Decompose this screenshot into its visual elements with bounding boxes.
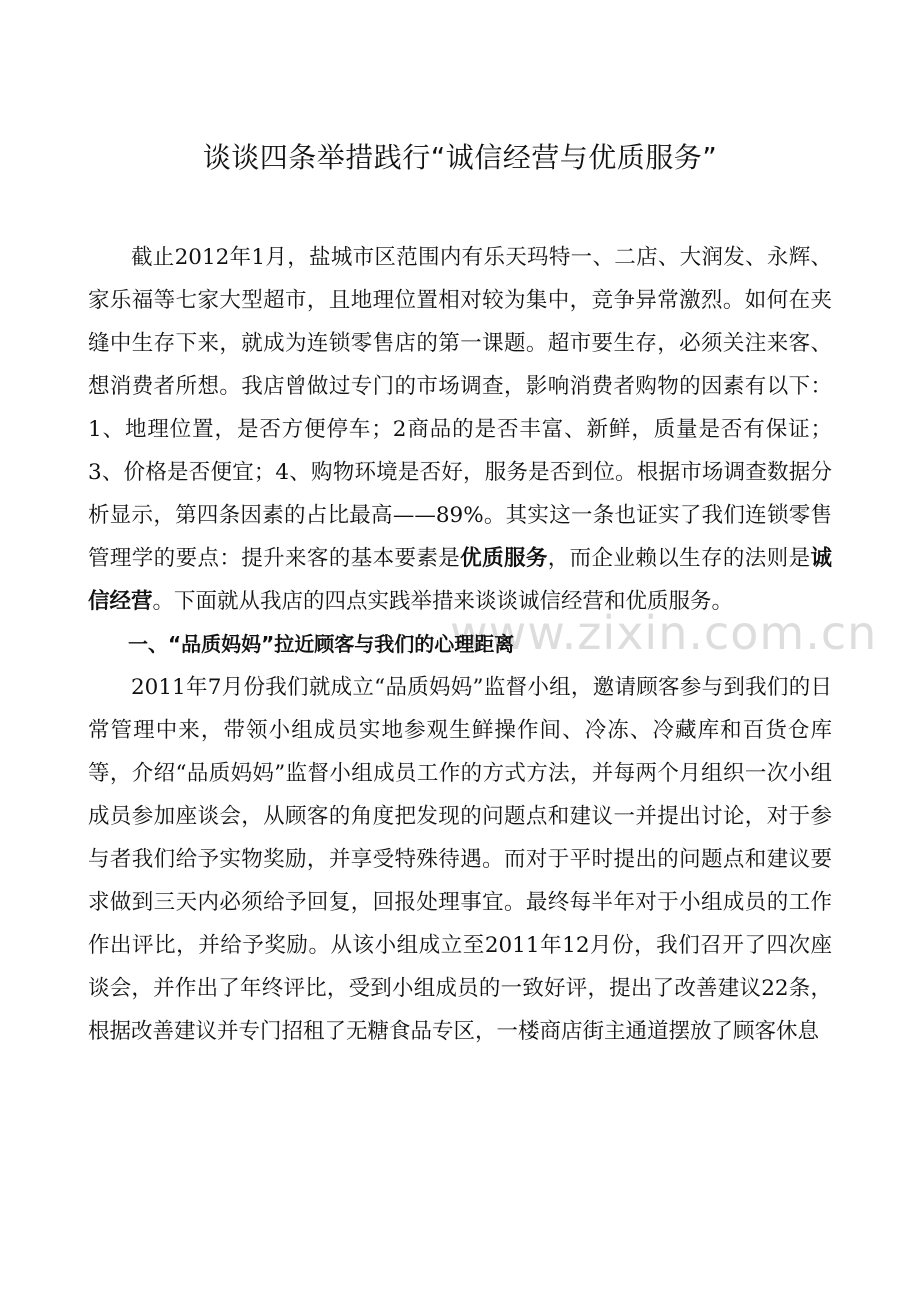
paragraph-quality-mom: 2011年7月份我们就成立“品质妈妈”监督小组，邀请顾客参与到我们的日常管理中来，带领小组成员实地参观生鲜操作间、冷冻、冷藏库和百货仓库等，介绍“品质妈妈”监督小组成员工作的方式方法，并每两个月组织一次小组成员参加座谈会，从顾客的角度把发现的问题点和建议一并提出讨论，对于参与者我们给予实物奖励，并享受特殊待遇。而对于平时提出的问题点和建议要求做到三天内必须给予回复，回报处理事宜。最终每半年对于小组成员的工作作出评比，并给予奖励。从该小组成立至2011年12月份，我们召开了四次座谈会，并作出了年终评比，受到小组成员的一致好评，提出了改善建议22条，根据改善建议并专门招租了无糖食品专区，一楼商店街主通道摆放了顾客休息 <box>88 675 832 1044</box>
bold-phrase-quality-service: 优质服务 <box>460 546 548 571</box>
paragraph-text: ，而企业赖以生存的法则是 <box>547 546 811 571</box>
section-heading: 一、“品质妈妈”拉近顾客与我们的心理距离 <box>128 632 515 656</box>
paragraph-intro <box>88 236 832 623</box>
bold-phrase-honest-business: 诚信经营 <box>88 546 832 614</box>
watermark: www.zixin.com.cn <box>450 606 878 660</box>
document-body <box>88 236 832 1053</box>
document-title: 谈谈四条举措践行“诚信经营与优质服务” <box>202 141 718 174</box>
paragraph-text: 。下面就从我店的四点实践举措来谈谈诚信经营和优质服务。 <box>152 589 734 614</box>
paragraph-text: 截止2012年1月，盐城市区范围内有乐天玛特一、二店、大润发、永辉、家乐福等七家大型超市，且地理位置相对较为集中，竞争异常激烈。如何在夹缝中生存下来，就成为连锁零售店的第一课题。超市要生存，必须关注来客、想消费者所想。我店曾做过专门的市场调查，影响消费者购物的因素有以下：1、地理位置，是否方便停车；2商品的是否丰富、新鲜，质量是否有保证；3、价格是否便宜；4、购物环境是否好，服务是否到位。根据市场调查数据分析显示，第四条因素的占比最高——89%。其实这一条也证实了我们连锁零售管理学的要点：提升来客的基本要素是 <box>88 245 832 571</box>
